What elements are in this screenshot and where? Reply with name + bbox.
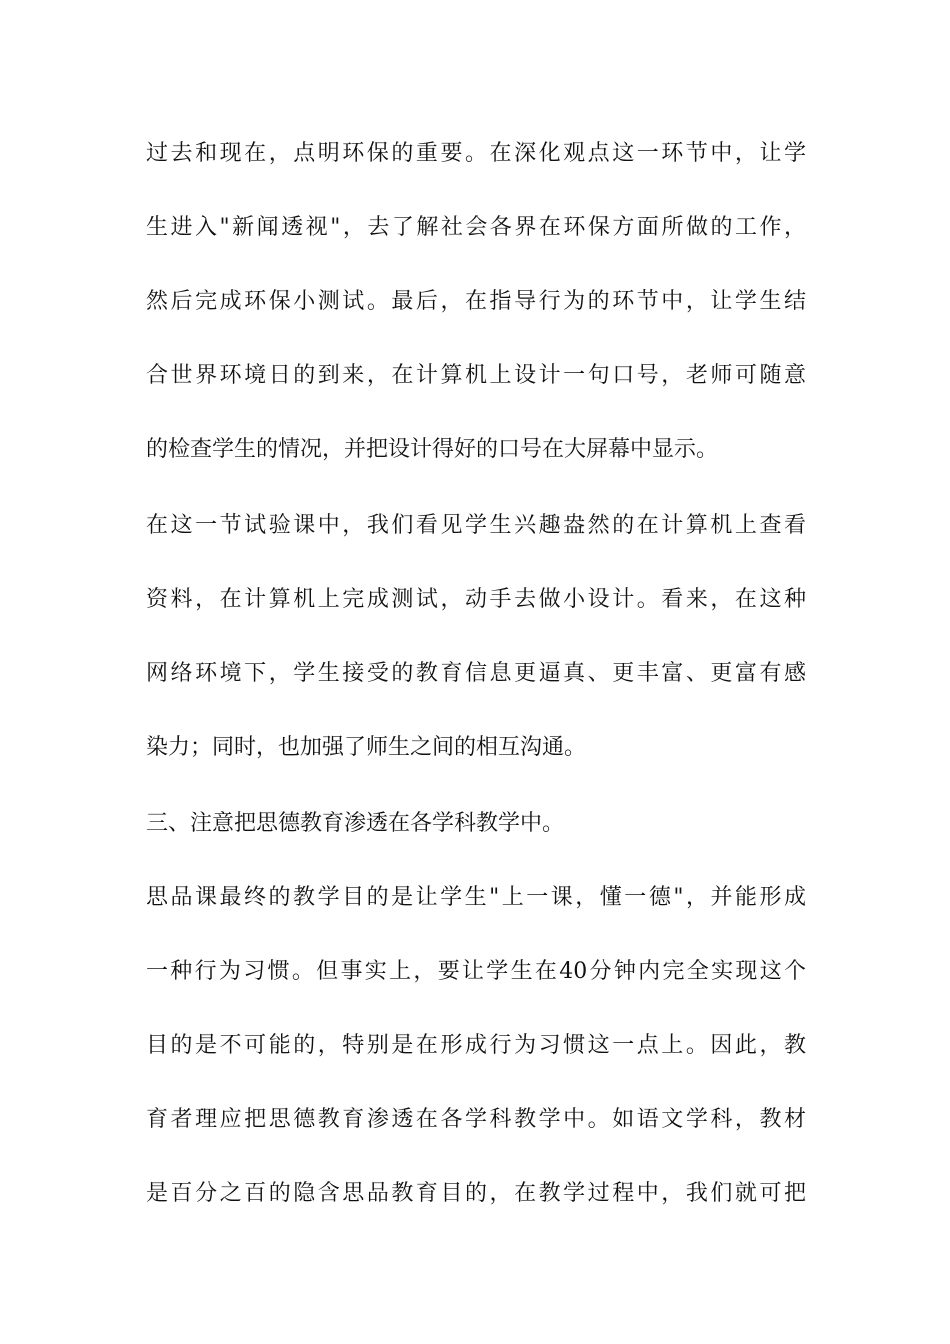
- section-heading: 三、注意把思德教育渗透在各学科教学中。: [146, 811, 565, 836]
- text-line-5: 的检查学生的情况，并把设计得好的口号在大屏幕中显示。: [146, 437, 719, 462]
- text-line-3: 然后完成环保小测试。最后，在指导行为的环节中，让学生结: [146, 289, 806, 314]
- text-line-2: 生进入"新闻透视"，去了解社会各界在环保方面所做的工作，: [146, 215, 806, 240]
- text-line-4: 合世界环境日的到来，在计算机上设计一句口号，老师可随意: [146, 363, 806, 388]
- text-line-8: 网络环境下，学生接受的教育信息更逼真、更丰富、更富有感: [146, 661, 806, 686]
- text-line-14: 育者理应把思德教育渗透在各学科教学中。如语文学科，教材: [146, 1107, 806, 1132]
- text-line-12: 一种行为习惯。但事实上，要让学生在40分钟内完全实现这个: [146, 959, 806, 984]
- text-line-11: 思品课最终的教学目的是让学生"上一课，懂一德"，并能形成: [146, 885, 806, 910]
- text-line-7: 资料，在计算机上完成测试，动手去做小设计。看来，在这种: [146, 587, 806, 612]
- text-line-13: 目的是不可能的，特别是在形成行为习惯这一点上。因此，教: [146, 1033, 806, 1058]
- text-line-9: 染力；同时，也加强了师生之间的相互沟通。: [146, 735, 587, 760]
- text-line-1: 过去和现在，点明环保的重要。在深化观点这一环节中，让学: [146, 141, 806, 166]
- text-line-6: 在这一节试验课中，我们看见学生兴趣盎然的在计算机上查看: [146, 513, 806, 538]
- text-line-15: 是百分之百的隐含思品教育目的，在教学过程中，我们就可把: [146, 1181, 806, 1206]
